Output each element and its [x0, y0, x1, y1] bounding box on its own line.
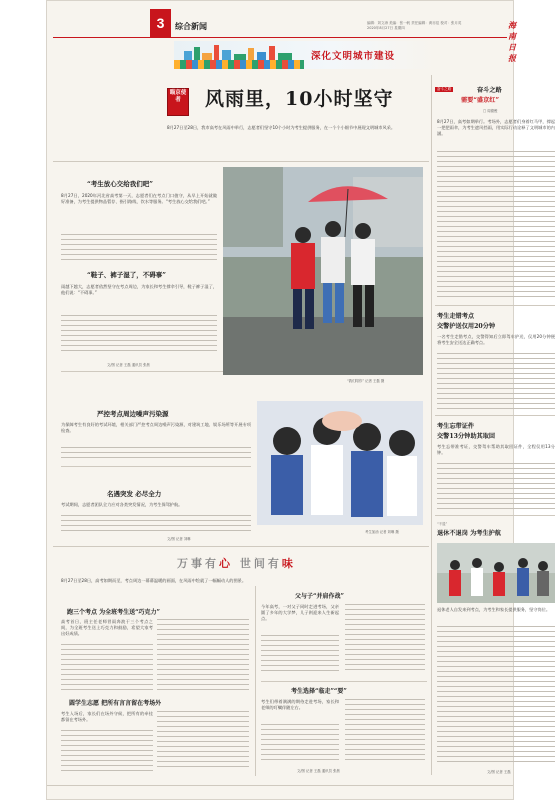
feature-divider	[255, 586, 256, 776]
right-body2: 一名考生走错考点，交警得知后立即驾车护送，仅用20分钟便将考生安全送达正确考点。	[437, 334, 555, 345]
paper-logo: 海南日报	[508, 20, 516, 63]
feature-col4-title: 考生选择“临走”“要”	[291, 688, 347, 695]
header-meta	[367, 21, 461, 31]
header-rule	[53, 37, 507, 38]
seal-badge: 瞄京使者	[167, 88, 189, 116]
right-body1: 8月27日，高考如期举行。考场外，志愿者们身着红马甲，撑起一把把雨伞，为考生遮风挡雨，用实际行动诠释了文明城市的内涵。	[437, 119, 555, 136]
article4-title: 名遇突发 必尽全力	[107, 490, 162, 498]
issue-date: 2020年8月27日 星期四	[367, 26, 405, 30]
feature-col1-more	[61, 644, 153, 694]
feature-heading-end: 味	[281, 557, 296, 570]
feature-intro: 8月27日至28日，高考如期而至，考点周边一幕幕温暖的画面，在风雨中绘就了一幅幅动人的图景。	[61, 578, 247, 583]
feature-col4-body: 考生们带着满满的期待走进考场，家长和老师的叮嘱伴随左右。	[261, 699, 339, 710]
right-body3: 考生忘带准考证，交警驾车帮助其取回证件，全程仅用13分钟。	[437, 444, 555, 455]
right-body3-more	[437, 463, 555, 513]
feature-heading-heart: 心	[219, 557, 233, 570]
feature-col1-title: 跑三个考点 为全班考生送“巧克力”	[67, 609, 160, 616]
feature-col8-more	[345, 699, 425, 764]
right-body1-more	[437, 151, 555, 301]
article1-body: 8月27日，2020年河北省高考第一天，志愿者们在考点门口值守，从早上开始就做好准备，为考生提供物品暂存、指引路线、饮水等服务。“考生放心交给我们吧。”	[61, 193, 217, 204]
banner	[174, 41, 436, 69]
right-section-tag: 奋斗之路	[437, 87, 452, 91]
feature-heading-pre: 万事有	[177, 557, 219, 570]
feature-col7-more	[261, 724, 339, 764]
page-footer-rule	[47, 785, 513, 799]
photo1-caption: “我们陪你” 记者 王磊 摄	[347, 379, 385, 383]
right-title2-line1: 考生走错考点	[437, 313, 475, 320]
article2-title: “鞋子、裤子湿了，不碍事”	[87, 271, 166, 279]
feature-col3-body: 今年高考，一对父子同时走进考场，父亲圆了多年的大学梦，儿子则迎来人生新起点。	[261, 604, 339, 621]
right-credit: 文/图 记者 王磊	[487, 770, 511, 774]
banner-color-strip	[174, 60, 304, 69]
article1-more-text	[61, 234, 217, 264]
right-rule-1	[435, 305, 555, 306]
city-skyline-icon	[180, 43, 300, 61]
left-credit-1: 文/图 记者 王磊 通讯员 张晨	[107, 363, 150, 367]
left-credit-2: 文/图 记者 刘琳	[167, 537, 191, 541]
newspaper-page	[46, 0, 555, 800]
feature-col3-title: 父与子“并肩作战”	[295, 593, 344, 600]
article3-body: 为保障考生有良好的考试环境，相关部门严控考点周边噪声污染源，对建筑工地、娱乐场所等开展专项检查。	[61, 422, 251, 433]
left-rule-2	[61, 466, 251, 467]
right-body2-more	[437, 353, 555, 413]
headline: 风雨里，10小时坚守	[205, 88, 394, 110]
column-divider-right	[431, 75, 432, 775]
umbrella-photo-illustration	[223, 167, 423, 375]
feature-rule-mid	[261, 681, 427, 682]
right-title3-line2: 交警13分钟助其取回	[437, 433, 496, 440]
article3-more-text	[61, 447, 251, 461]
photo2-caption: 考生加油 记者 刘琳 摄	[365, 530, 399, 534]
left-rule-1	[61, 371, 247, 372]
article3-title: 严控考点周边噪声污染源	[97, 410, 169, 418]
feature-rule-top	[53, 546, 429, 547]
feature-heading	[177, 555, 296, 571]
right-rule-3	[435, 515, 555, 516]
lead-rule	[53, 161, 429, 162]
feature-col6-more	[345, 604, 425, 676]
article4-body: 考试期间，志愿者团队全力应对各类突发情况，为考生保驾护航。	[61, 502, 183, 507]
feature-col2-title: 圆学生志愿 把所有言言留在考场外	[69, 700, 162, 707]
feature-col2-more	[157, 619, 249, 694]
banner-title: 深化文明城市建设	[311, 51, 396, 62]
right-title2-line2: 交警护送仅用20分钟	[437, 323, 496, 330]
feature-heading-mid: 世间有	[239, 557, 282, 570]
feature-col3-more	[61, 730, 153, 775]
right-title1-line2: 需要“盛京红”	[461, 97, 500, 104]
photo-umbrella	[223, 167, 423, 375]
students-photo-illustration	[257, 401, 423, 525]
article2-more-text	[61, 315, 217, 355]
photo-volunteers	[437, 543, 555, 603]
right-byline1: □ 周德俊	[483, 109, 498, 113]
editor-credits: 编辑：刘文涛 美编：张一帆 责任编辑：黄亦辰 校对：张月英	[367, 21, 462, 25]
photo-students	[257, 401, 423, 525]
article2-body: 雨越下越大，志愿者依然坚守在考点周边，为家长和考生撑伞引导，鞋子裤子湿了，他们说：“不碍事。”	[61, 284, 217, 295]
feature-col1-body: 高考首日，班主任老师冒雨奔波于三个考点之间，为全班考生送上巧克力和鼓励，希望大家考出好成绩。	[61, 619, 153, 636]
feature-col2-body: 考生入场后，家长们在场外守候，把所有的牵挂都留在考场外。	[61, 711, 153, 722]
right-title1-line1: 奋斗之路	[477, 87, 502, 94]
feature-col4-more	[157, 711, 249, 775]
lead-dek: 8月27日至28日，我市高考在风雨中举行，志愿者们坚守10个小时为考生提供服务，在一个个小细节中展现文明城市风采。	[167, 125, 396, 130]
right-title3-line1: 考生忘带证件	[437, 423, 475, 430]
right-title4-kicker: “不退”	[437, 522, 448, 526]
right-body4-more	[437, 626, 555, 766]
right-title4: 退休不退岗 为考生护航	[437, 530, 502, 537]
volunteers-photo-illustration	[437, 543, 555, 603]
right-rule-2	[435, 415, 555, 416]
article4-more-text	[61, 515, 251, 535]
section-name: 综合新闻	[175, 22, 207, 31]
feature-col5-more	[261, 635, 339, 675]
page-number: 3	[150, 9, 171, 37]
article1-title: “考生放心交给我们吧”	[87, 180, 153, 188]
feature-credit: 文/图 记者 王磊 通讯员 张晨	[297, 769, 340, 773]
right-body4: 退休老人自发来到考点，为考生和家长提供服务，坚守岗位。	[437, 607, 551, 612]
